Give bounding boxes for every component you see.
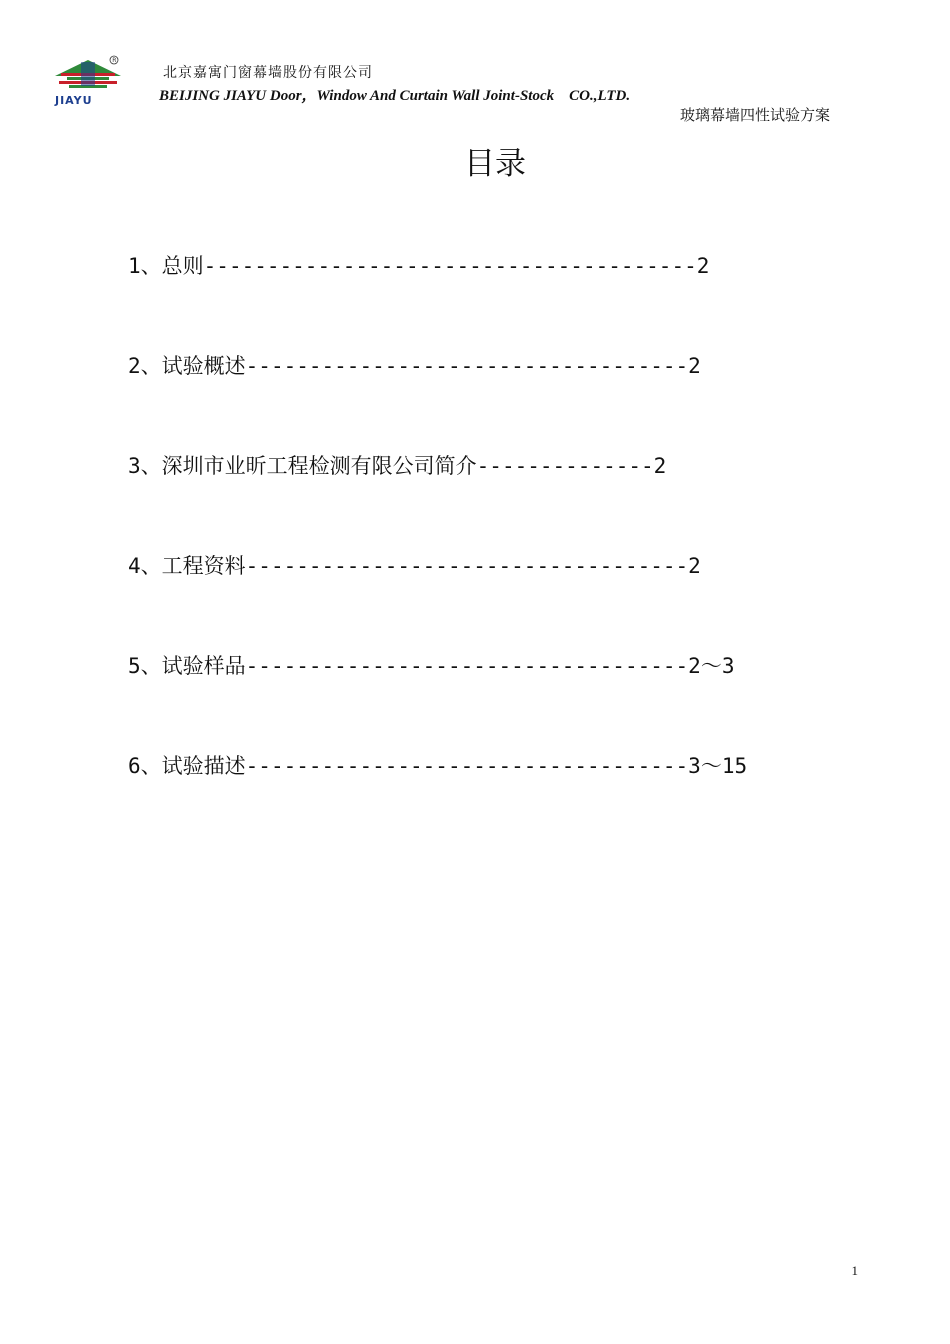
toc-entry[interactable] xyxy=(128,251,747,351)
toc-entry-number: 5、 xyxy=(128,654,162,678)
toc-entry-title: 深圳市业昕工程检测有限公司简介 xyxy=(161,454,477,478)
toc-entry-leader: -------------- xyxy=(476,454,654,478)
toc-entry-page: 2 xyxy=(688,554,701,578)
page-number: 1 xyxy=(851,1263,858,1278)
toc-entry-leader: ----------------------------------- xyxy=(245,754,689,778)
toc-entry-title: 总则 xyxy=(161,254,204,278)
toc-entry-leader: --------------------------------------- xyxy=(203,254,697,278)
toc-entry-title: 试验概述 xyxy=(161,354,246,378)
company-logo xyxy=(51,54,125,106)
toc-entry-title: 工程资料 xyxy=(161,554,246,578)
toc-entry-title: 试验描述 xyxy=(161,754,246,778)
toc-entry-number: 6、 xyxy=(128,754,162,778)
toc-list xyxy=(128,251,747,851)
toc-heading: 目录 xyxy=(464,146,526,182)
document-title: 玻璃幕墙四性试验方案 xyxy=(679,106,830,124)
toc-entry[interactable] xyxy=(128,451,747,551)
toc-entry-leader: ----------------------------------- xyxy=(245,654,689,678)
toc-entry[interactable] xyxy=(128,351,747,451)
toc-entry-page: 3～15 xyxy=(688,754,748,778)
toc-entry-page: 2 xyxy=(688,354,701,378)
toc-entry-leader: ----------------------------------- xyxy=(245,554,689,578)
svg-text:R: R xyxy=(112,57,117,65)
toc-entry-leader: ----------------------------------- xyxy=(245,354,689,378)
toc-entry-title: 试验样品 xyxy=(161,654,246,678)
toc-entry-page: 2～3 xyxy=(688,654,735,678)
toc-entry-page: 2 xyxy=(696,254,710,278)
toc-entry-number: 1、 xyxy=(128,254,162,278)
toc-entry[interactable] xyxy=(128,751,747,851)
toc-entry[interactable] xyxy=(128,651,747,751)
toc-entry-number: 3、 xyxy=(128,454,162,478)
toc-entry[interactable] xyxy=(128,551,747,651)
toc-entry-number: 4、 xyxy=(128,554,162,578)
toc-entry-page: 2 xyxy=(653,454,667,478)
svg-text:JIAYU: JIAYU xyxy=(55,94,93,106)
jiayu-logo-icon xyxy=(51,54,125,106)
company-name-chinese: 北京嘉寓门窗幕墙股份有限公司 xyxy=(163,65,373,81)
company-name-english: BEIJING JIAYU Door，Window And Curtain Wall Joint-Stock CO.,LTD. xyxy=(159,88,631,104)
toc-entry-number: 2、 xyxy=(128,354,162,378)
